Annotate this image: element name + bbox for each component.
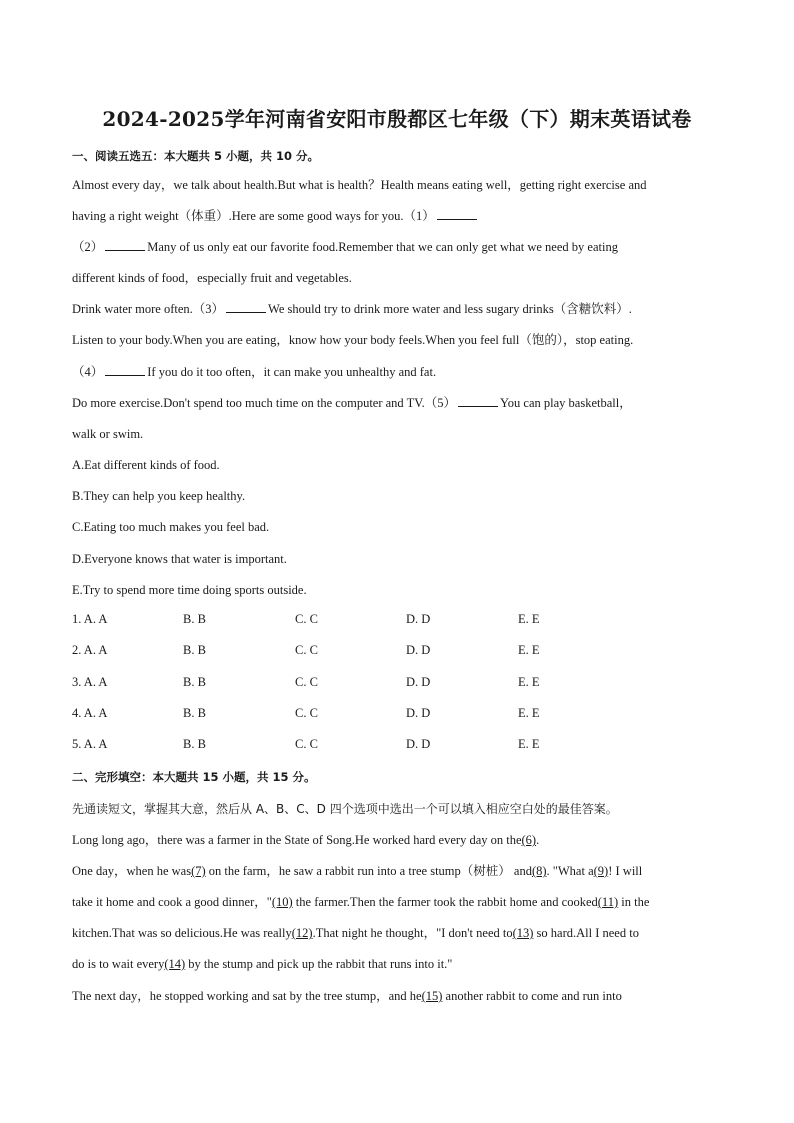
answer-blank [458, 394, 498, 407]
passage-text: the farmer.Then the farmer took the rabbit home and cooked [292, 895, 598, 909]
passage-text: do is to wait every [72, 957, 165, 971]
passage-text: We should try to drink more water and less sugary drinks（含糖饮料）. [268, 302, 632, 316]
choice-b[interactable]: B. B [183, 737, 206, 751]
passage-line [72, 207, 479, 225]
passage-text: Long long ago，there was a farmer in the State of Song.He worked hard every day on the [72, 833, 522, 847]
choice-d[interactable]: D. D [406, 675, 431, 689]
question-row [72, 706, 592, 724]
answer-blank [105, 238, 145, 251]
passage-line [72, 363, 436, 381]
passage-text: （2） [72, 240, 104, 254]
passage-line: different kinds of food，especially fruit and vegetables. [72, 271, 352, 285]
choice-b[interactable]: B. B [183, 612, 206, 626]
passage-line [72, 924, 639, 942]
blank-number: (8) [531, 864, 547, 878]
passage-text: The next day，he stopped working and sat by the tree stump，and he [72, 989, 422, 1003]
choice-b[interactable]: B. B [183, 675, 206, 689]
passage-text: One day，when he was [72, 864, 192, 878]
choice-a[interactable]: 3. A. A [72, 675, 108, 689]
section1-heading: 一、阅读五选五：本大题共 5 小题，共 10 分。 [72, 149, 320, 163]
choice-d[interactable]: D. D [406, 612, 431, 626]
passage-text: . [536, 833, 540, 847]
choice-a[interactable]: 5. A. A [72, 737, 108, 751]
choice-d[interactable]: D. D [406, 706, 431, 720]
passage-line: walk or swim. [72, 427, 144, 441]
choice-e[interactable]: E. E [518, 737, 540, 751]
option-item: D.Everyone knows that water is important. [72, 552, 287, 566]
passage-line [72, 862, 642, 880]
passage-text: （4） [72, 365, 104, 379]
passage-line [72, 893, 649, 911]
choice-c[interactable]: C. C [295, 612, 318, 626]
passage-line [72, 987, 622, 1005]
question-row [72, 737, 592, 755]
passage-text: another rabbit to come and run into [442, 989, 622, 1003]
passage-text: Do more exercise.Don't spend too much time on the computer and TV.（5） [72, 396, 457, 410]
choice-a[interactable]: 2. A. A [72, 643, 108, 657]
passage-line [72, 300, 632, 318]
question-row [72, 643, 592, 661]
passage-line [72, 238, 618, 256]
choice-a[interactable]: 4. A. A [72, 706, 108, 720]
blank-number: (12) [291, 926, 313, 940]
passage-line [72, 394, 632, 412]
choice-e[interactable]: E. E [518, 706, 540, 720]
choice-c[interactable]: C. C [295, 643, 318, 657]
choice-e[interactable]: E. E [518, 612, 540, 626]
passage-line: Almost every day，we talk about health.But what is health？Health means eating well，getting right exercise and [72, 178, 647, 192]
blank-number: (10) [271, 895, 293, 909]
passage-text: ! I will [608, 864, 643, 878]
choice-c[interactable]: C. C [295, 675, 318, 689]
page-title: 2024-2025学年河南省安阳市殷都区七年级（下）期末英语试卷 [102, 107, 692, 131]
choice-d[interactable]: D. D [406, 643, 431, 657]
question-row [72, 675, 592, 693]
option-item: A.Eat different kinds of food. [72, 458, 220, 472]
choice-e[interactable]: E. E [518, 675, 540, 689]
section2-instructions: 先通读短文，掌握其大意，然后从 A、B、C、D 四个选项中选出一个可以填入相应空白处的最佳答案。 [72, 802, 618, 816]
answer-blank [226, 300, 266, 313]
question-row [72, 612, 592, 630]
passage-text: If you do it too often，it can make you unhealthy and fat. [147, 365, 437, 379]
choice-e[interactable]: E. E [518, 643, 540, 657]
choice-b[interactable]: B. B [183, 706, 206, 720]
option-item: B.They can help you keep healthy. [72, 489, 246, 503]
blank-number: (14) [164, 957, 186, 971]
passage-text: .That night he thought，"I don't need to [312, 926, 513, 940]
choice-c[interactable]: C. C [295, 737, 318, 751]
passage-text: Drink water more often.（3） [72, 302, 225, 316]
passage-text: so hard.All I need to [533, 926, 639, 940]
passage-text: take it home and cook a good dinner，" [72, 895, 272, 909]
choice-b[interactable]: B. B [183, 643, 206, 657]
blank-number: (9) [593, 864, 609, 878]
choice-a[interactable]: 1. A. A [72, 612, 108, 626]
blank-number: (15) [421, 989, 443, 1003]
option-item: C.Eating too much makes you feel bad. [72, 520, 270, 534]
section2-heading: 二、完形填空：本大题共 15 小题，共 15 分。 [72, 770, 316, 784]
answer-blank [437, 207, 477, 220]
answer-blank [105, 363, 145, 376]
passage-text: You can play basketball， [500, 396, 632, 410]
passage-line: Listen to your body.When you are eating，know how your body feels.When you feel full（饱的），stop eating. [72, 333, 634, 347]
passage-text: on the farm，he saw a rabbit run into a tree stump（树桩） and [205, 864, 532, 878]
passage-text: . "What a [546, 864, 594, 878]
passage-text: Many of us only eat our favorite food.Remember that we can only get what we need by eating [147, 240, 618, 254]
blank-number: (11) [597, 895, 619, 909]
passage-line [72, 955, 452, 973]
passage-text: in the [618, 895, 650, 909]
passage-text: by the stump and pick up the rabbit that runs into it." [185, 957, 453, 971]
choice-c[interactable]: C. C [295, 706, 318, 720]
passage-text: kitchen.That was so delicious.He was really [72, 926, 292, 940]
passage-text: having a right weight（体重）.Here are some good ways for you.（1） [72, 209, 435, 223]
passage-line [72, 831, 539, 849]
blank-number: (7) [191, 864, 206, 878]
choice-d[interactable]: D. D [406, 737, 431, 751]
option-item: E.Try to spend more time doing sports outside. [72, 583, 307, 597]
blank-number: (13) [512, 926, 534, 940]
blank-number: (6) [521, 833, 537, 847]
